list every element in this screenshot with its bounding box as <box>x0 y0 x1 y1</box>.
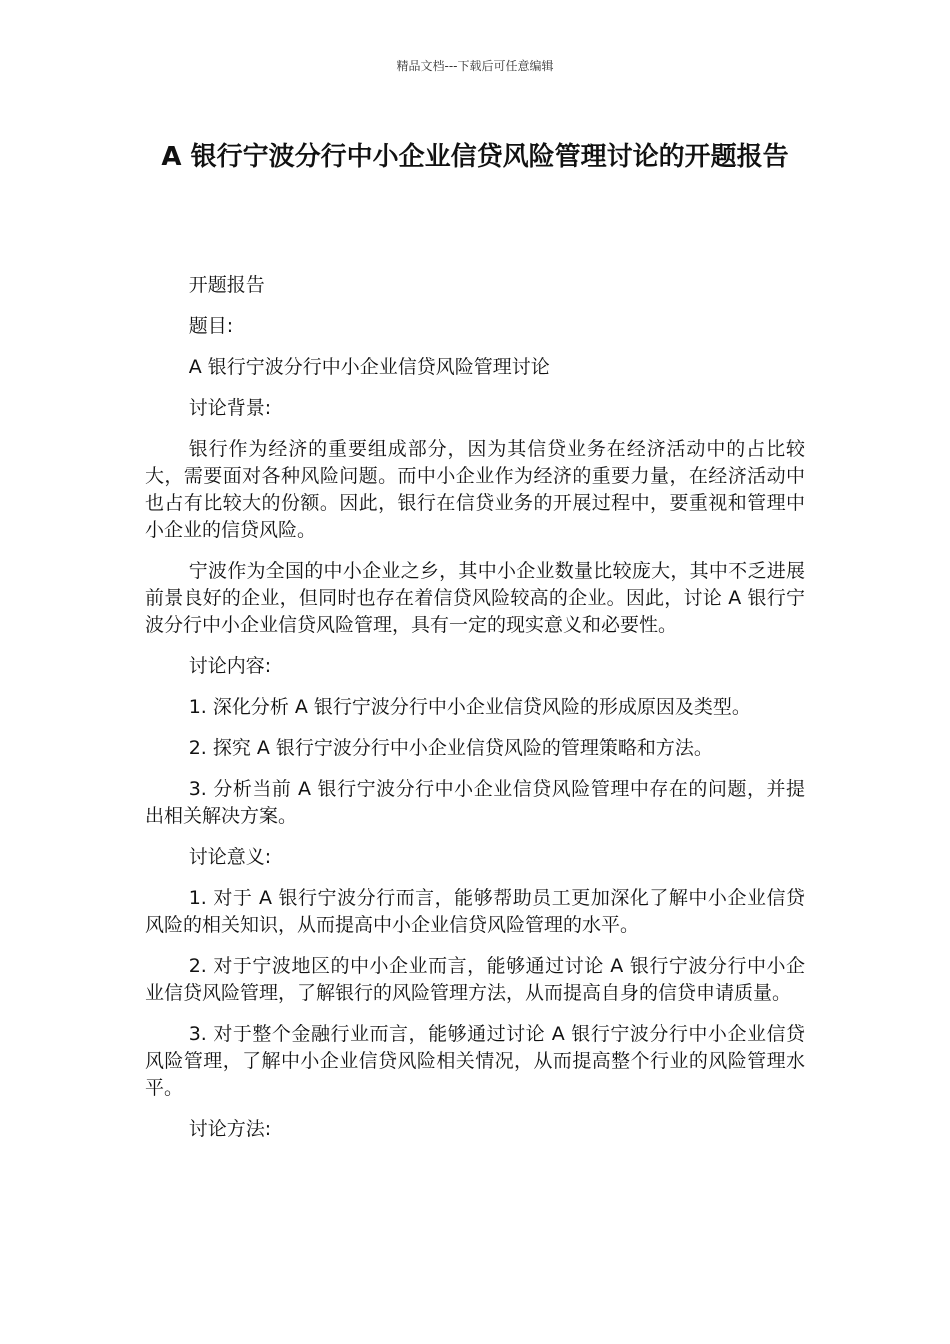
paragraph-significance-1: 1. 对于 A 银行宁波分行而言，能够帮助员工更加深化了解中小企业信贷风险的相关知识，从而提高中小企业信贷风险管理的水平。 <box>145 887 805 936</box>
paragraph-background-label: 讨论背景: <box>188 397 272 419</box>
paragraph-background-2: 宁波作为全国的中小企业之乡，其中小企业数量比较庞大，其中不乏进展前景良好的企业，但同时也存在着信贷风险较高的企业。因此，讨论 A 银行宁波分行中小企业信贷风险管理，具有一定的现实意义和必要性。 <box>145 560 805 636</box>
document-title: A 银行宁波分行中小企业信贷风险管理讨论的开题报告 <box>161 142 789 172</box>
paragraph-topic: A 银行宁波分行中小企业信贷风险管理讨论 <box>188 356 550 378</box>
document-body <box>145 272 805 1157</box>
paragraph-significance-3: 3. 对于整个金融行业而言，能够通过讨论 A 银行宁波分行中小企业信贷风险管理，了解中小企业信贷风险相关情况，从而提高整个行业的风险管理水平。 <box>145 1023 805 1099</box>
paragraph-content-3: 3. 分析当前 A 银行宁波分行中小企业信贷风险管理中存在的问题，并提出相关解决方案。 <box>145 778 805 827</box>
paragraph-content-2: 2. 探究 A 银行宁波分行中小企业信贷风险的管理策略和方法。 <box>188 737 713 759</box>
paragraph-report-label: 开题报告 <box>188 274 265 296</box>
paragraph-content-label: 讨论内容: <box>188 655 272 677</box>
paragraph-content-1: 1. 深化分析 A 银行宁波分行中小企业信贷风险的形成原因及类型。 <box>188 696 751 718</box>
paragraph-significance-2: 2. 对于宁波地区的中小企业而言，能够通过讨论 A 银行宁波分行中小企业信贷风险管理，了解银行的风险管理方法，从而提高自身的信贷申请质量。 <box>145 955 805 1004</box>
paragraph-method-label: 讨论方法: <box>188 1118 272 1140</box>
paragraph-background-1: 银行作为经济的重要组成部分，因为其信贷业务在经济活动中的占比较大，需要面对各种风险问题。而中小企业作为经济的重要力量，在经济活动中也占有比较大的份额。因此，银行在信贷业务的开展过程中，要重视和管理中小企业的信贷风险。 <box>145 438 805 541</box>
page-header: 精品文档---下载后可任意编辑 <box>396 59 554 73</box>
paragraph-topic-label: 题目: <box>188 315 234 337</box>
paragraph-significance-label: 讨论意义: <box>188 846 272 868</box>
